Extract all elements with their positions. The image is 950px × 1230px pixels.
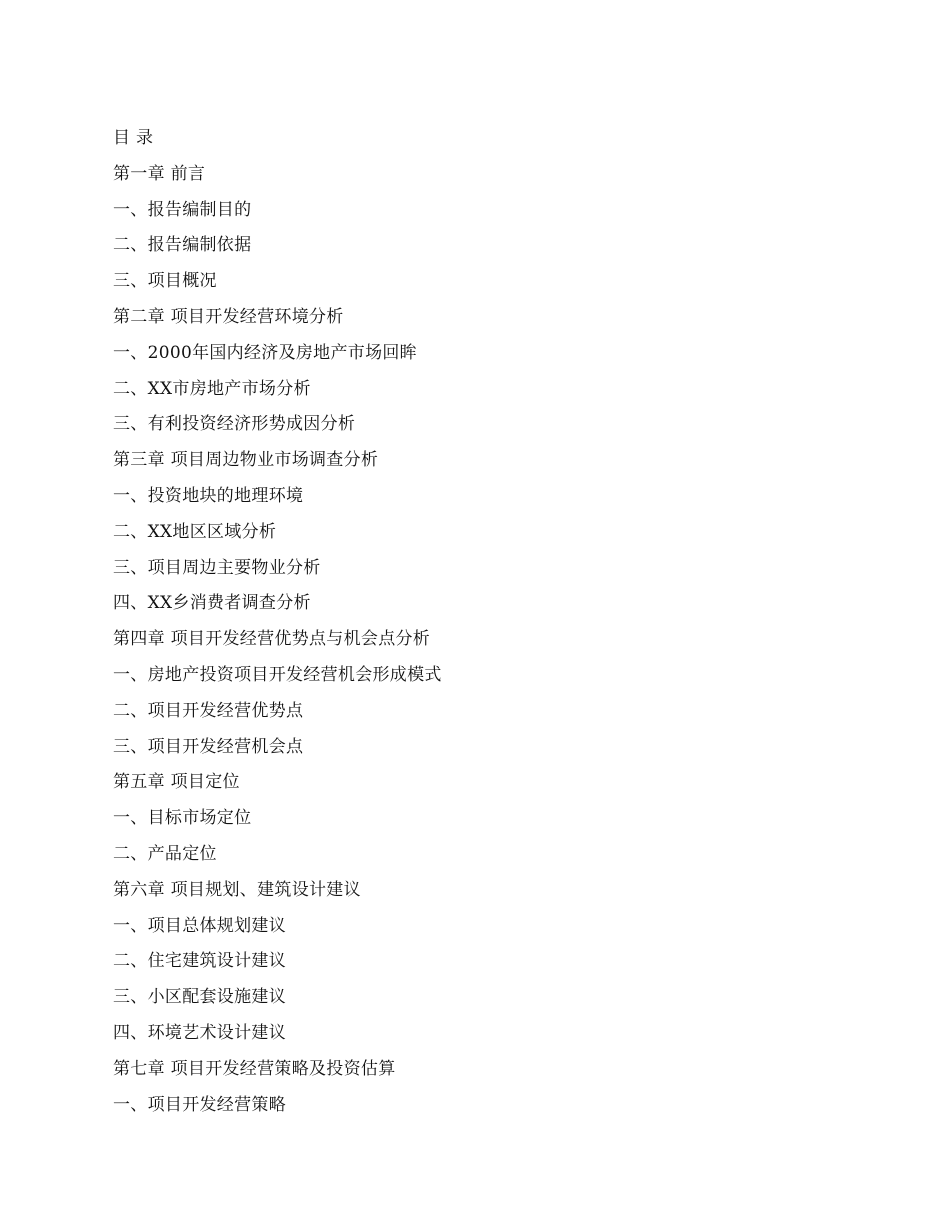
toc-item: 三、项目开发经营机会点 [113,736,304,757]
toc-item: 一、报告编制目的 [113,199,252,220]
toc-chapter-3: 第三章 项目周边物业市场调查分析 [113,450,379,471]
toc-item: 一、目标市场定位 [113,808,252,829]
toc-item: 四、XX乡消费者调查分析 [113,593,311,614]
toc-chapter-2: 第二章 项目开发经营环境分析 [113,306,344,327]
toc-item: 三、项目周边主要物业分析 [113,557,321,578]
toc-item: 一、房地产投资项目开发经营机会形成模式 [113,664,442,685]
toc-item: 一、项目总体规划建议 [113,915,286,936]
toc-item: 一、项目开发经营策略 [113,1094,286,1115]
toc-item: 三、项目概况 [113,271,217,292]
toc-item: 三、小区配套设施建议 [113,987,286,1008]
toc-chapter-6: 第六章 项目规划、建筑设计建议 [113,879,361,900]
toc-chapter-5: 第五章 项目定位 [113,772,240,793]
document-page [113,121,873,1123]
toc-chapter-1: 第一章 前言 [113,163,206,184]
toc-item: 一、2000年国内经济及房地产市场回眸 [113,342,417,363]
toc-item: 二、报告编制依据 [113,235,252,256]
toc-item: 二、住宅建筑设计建议 [113,951,286,972]
toc-item: 四、环境艺术设计建议 [113,1022,286,1043]
toc-chapter-4: 第四章 项目开发经营优势点与机会点分析 [113,629,431,650]
toc-title: 目 录 [113,128,154,148]
toc-item: 二、XX地区区域分析 [113,521,277,542]
toc-item: 二、项目开发经营优势点 [113,700,304,721]
toc-item: 三、有利投资经济形势成因分析 [113,414,356,435]
toc-chapter-7: 第七章 项目开发经营策略及投资估算 [113,1058,396,1079]
toc-item: 一、投资地块的地理环境 [113,485,304,506]
toc-item: 二、XX市房地产市场分析 [113,378,311,399]
toc-item: 二、产品定位 [113,843,217,864]
